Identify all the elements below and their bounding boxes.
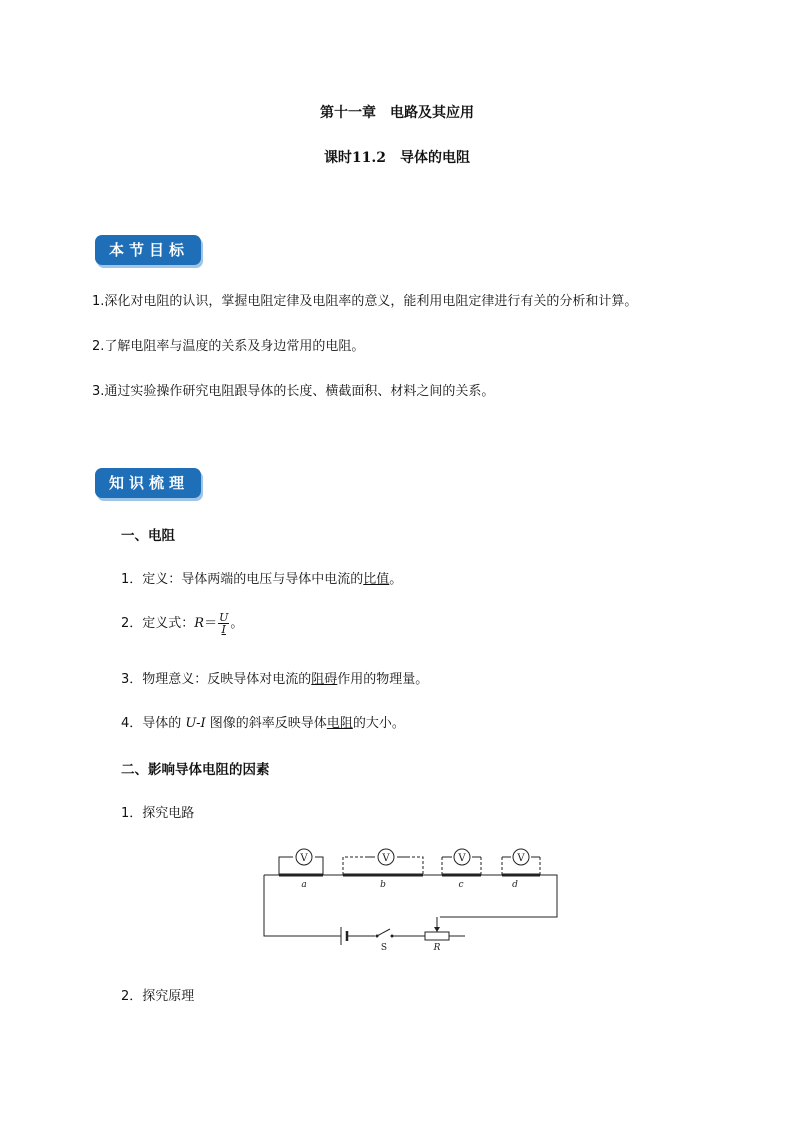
switch-label: S — [380, 943, 388, 953]
label-a: a — [301, 880, 307, 890]
label-c: c — [458, 880, 464, 890]
slope-line: 4．导体的 U-I 图像的斜率反映导体电阻的大小。 — [121, 716, 405, 731]
formula-fraction — [218, 612, 229, 635]
answer-blank-ratio: 比值 — [363, 572, 390, 587]
rheostat-label: R — [433, 943, 441, 953]
label-d: d — [512, 880, 518, 890]
voltmeter-symbol: V — [458, 853, 466, 864]
principle-caption: 2．探究原理 — [121, 989, 195, 1004]
switch-contact — [391, 935, 394, 938]
knowledge-badge: 知识梳理 — [95, 468, 201, 498]
answer-blank-resistance: 电阻 — [326, 716, 353, 731]
formula-line: 2．定义式：R＝ $\frac{U}{I}$ 。 — [121, 611, 244, 636]
goal-item-2: 2.了解电阻率与温度的关系及身边常用的电阻。 — [92, 339, 365, 354]
voltmeter-c — [454, 849, 470, 865]
section2-heading: 二、影响导体电阻的因素 — [121, 762, 270, 778]
voltmeter-b — [378, 849, 394, 865]
voltmeter-symbol: V — [382, 853, 390, 864]
label-b: b — [380, 880, 386, 890]
section1-heading: 一、电阻 — [121, 528, 175, 544]
answer-blank-hinder: 阻碍 — [311, 672, 338, 687]
circuit-caption: 1．探究电路 — [121, 806, 195, 821]
ui-label: U-I — [185, 716, 206, 731]
physical-meaning-line: 3．物理意义：反映导体对电流的阻碍作用的物理量。 — [121, 672, 429, 687]
voltmeter-symbol: V — [300, 853, 308, 864]
circuit-diagram — [255, 843, 565, 958]
fraction-denominator: I — [221, 623, 226, 636]
voltmeter-d — [513, 849, 529, 865]
fraction-numerator: U — [219, 611, 229, 624]
chapter-title: 第十一章 电路及其应用 — [320, 105, 474, 121]
definition-line: 1．定义：导体两端的电压与导体中电流的比值。 — [121, 572, 403, 587]
goals-badge: 本节目标 — [95, 235, 201, 265]
formula-R: R — [194, 616, 205, 631]
lesson-title: 课时11.2 导体的电阻 — [323, 150, 471, 166]
voltmeter-a — [296, 849, 312, 865]
switch-contact — [376, 935, 379, 938]
rheostat-slider — [434, 927, 440, 932]
goal-item-1: 1.深化对电阻的认识，掌握电阻定律及电阻率的意义，能利用电阻定律进行有关的分析和计算。 — [92, 294, 638, 309]
rheostat — [425, 932, 449, 940]
voltmeter-symbol: V — [517, 853, 525, 864]
goal-item-3: 3.通过实验操作研究电阻跟导体的长度、横截面积、材料之间的关系。 — [92, 384, 495, 399]
